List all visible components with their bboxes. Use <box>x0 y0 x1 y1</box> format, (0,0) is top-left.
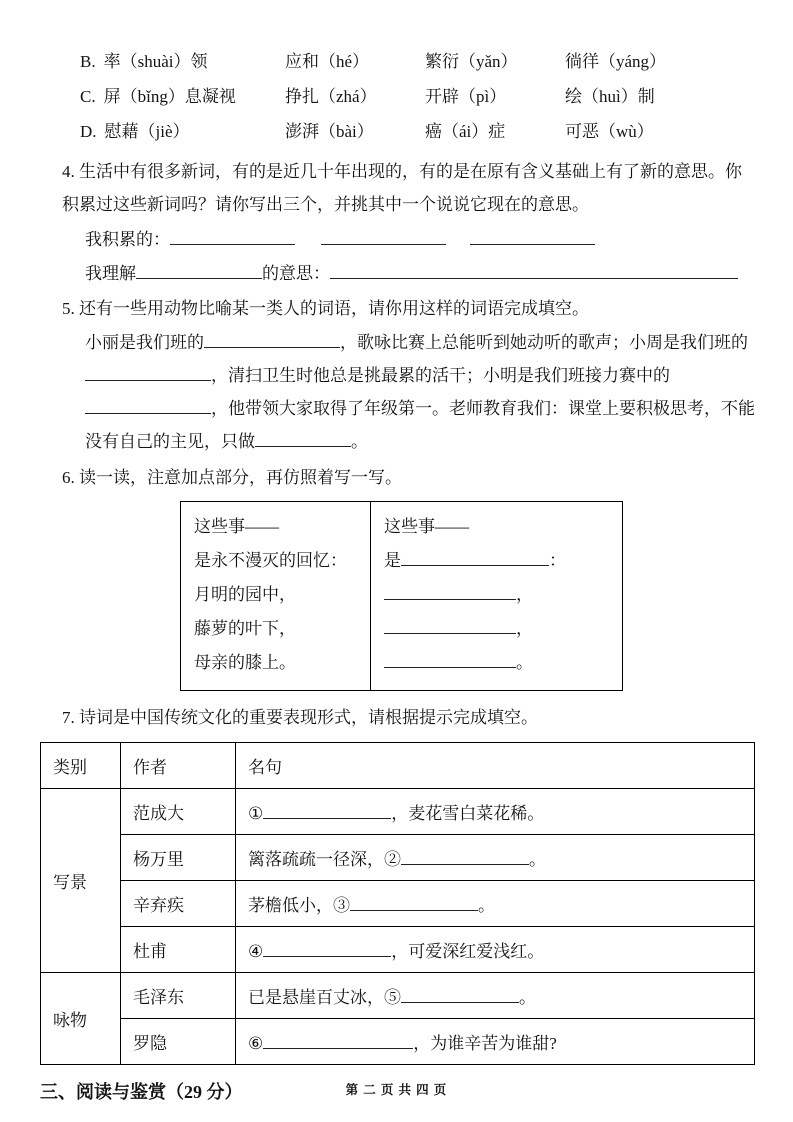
category-cell-scenery: 写景 <box>41 789 121 973</box>
text-run: ，他带领大家取得了年级第一。老师教育我们：课堂上要积极思考，不能没有自己的主见，只做 <box>85 399 755 451</box>
answer-blank <box>204 331 340 348</box>
option-label: C. <box>80 87 96 106</box>
example-line: 这些事—— <box>194 517 279 536</box>
answer-blank <box>401 549 549 566</box>
text-run: ⑥ <box>248 1034 264 1053</box>
answer-line <box>384 612 609 646</box>
answer-blank <box>330 262 738 279</box>
verse-cell <box>236 789 755 835</box>
col-header-verse: 名句 <box>236 743 755 789</box>
text-run: 。 <box>519 988 536 1007</box>
author-cell: 毛泽东 <box>121 973 236 1019</box>
answer-blank <box>263 802 391 819</box>
poetry-row <box>41 1019 755 1065</box>
question-5 <box>40 292 755 458</box>
verse-cell <box>236 1019 755 1065</box>
answer-line <box>384 510 609 544</box>
text-run: 。 <box>529 850 546 869</box>
pinyin-word: 应和（hé） <box>285 52 370 71</box>
q4-meaning-line <box>85 258 755 289</box>
option-cell <box>80 44 285 79</box>
answer-blank <box>263 940 391 957</box>
text-run: ， <box>516 619 533 638</box>
answer-blank <box>384 651 516 668</box>
author-cell: 范成大 <box>121 789 236 835</box>
text-run: 我理解 <box>85 264 136 283</box>
answer-blank <box>85 364 211 381</box>
answer-blank <box>384 583 516 600</box>
q5-fill-in-paragraph <box>85 326 755 458</box>
example-line: 母亲的膝上。 <box>194 653 296 672</box>
example-column <box>181 502 371 691</box>
text-run: ，麦花雪白菜花稀。 <box>391 804 545 823</box>
option-label: B. <box>80 52 96 71</box>
answer-line <box>384 646 609 680</box>
answer-blank <box>470 228 595 245</box>
text-run: 已是悬崖百丈冰，⑤ <box>248 988 401 1007</box>
pinyin-word: 挣扎（zhá） <box>285 87 377 106</box>
pinyin-word: 可恶（wù） <box>565 122 654 141</box>
text-run: ① <box>248 804 264 823</box>
question-7 <box>40 701 755 1065</box>
text-run: ，歌咏比赛上总能听到她动听的歌声；小周是我们班的 <box>340 333 748 352</box>
answer-blank <box>136 262 262 279</box>
verse-cell <box>236 973 755 1019</box>
question-4-prompt: 4. 生活中有很多新词，有的是近几十年出现的，有的是在原有含义基础上有了新的意思。你积累过这些新词吗？请你写出三个，并挑其中一个说说它现在的意思。 <box>62 162 742 214</box>
question-6 <box>40 461 755 691</box>
category-cell-objects: 咏物 <box>41 973 121 1065</box>
text-run: 。 <box>351 432 368 451</box>
poetry-header-row <box>41 743 755 789</box>
answer-column <box>371 502 623 691</box>
text-run: 。 <box>516 653 533 672</box>
poetry-row <box>41 789 755 835</box>
text-run: 这些事—— <box>384 517 469 536</box>
answer-blank <box>350 894 478 911</box>
question-6-prompt: 6. 读一读，注意加点部分，再仿照着写一写。 <box>62 468 402 487</box>
text-run: ，清扫卫生时他总是挑最累的活干；小明是我们班接力赛中的 <box>211 366 670 385</box>
answer-blank <box>85 397 211 414</box>
example-line: 是永不漫灭的回忆： <box>194 551 347 570</box>
verse-cell <box>236 927 755 973</box>
pinyin-word: 癌（ái）症 <box>425 122 506 141</box>
pinyin-word: 率（shuài）领 <box>103 52 208 71</box>
question-5-prompt: 5. 还有一些用动物比喻某一类人的词语，请你用这样的词语完成填空。 <box>62 299 589 318</box>
poetry-table <box>40 742 755 1065</box>
text-run: ④ <box>248 942 264 961</box>
text-run: ，为谁辛苦为谁甜? <box>413 1034 557 1053</box>
text-run: 是 <box>384 551 401 570</box>
option-row-d <box>80 114 755 149</box>
imitation-row <box>181 502 623 691</box>
imitation-table <box>180 501 623 691</box>
answer-blank <box>263 1032 413 1049</box>
pinyin-word: 绘（huì）制 <box>565 87 655 106</box>
text-run: 篱落疏疏一径深，② <box>248 850 401 869</box>
answer-blank <box>384 617 516 634</box>
text-run: ， <box>516 585 533 604</box>
page-number-footer: 第 二 页 共 四 页 <box>345 1083 448 1097</box>
text-run: ： <box>549 551 566 570</box>
author-cell: 杨万里 <box>121 835 236 881</box>
text-run: 的意思： <box>262 264 330 283</box>
section-3-title: 三、阅读与鉴赏（29 分） <box>40 1082 243 1102</box>
poetry-row <box>41 835 755 881</box>
question-7-prompt: 7. 诗词是中国传统文化的重要表现形式，请根据提示完成填空。 <box>62 708 538 727</box>
text-run: 我积累的： <box>85 230 170 249</box>
option-row-b <box>80 44 755 79</box>
text-run: ，可爱深红爱浅红。 <box>391 942 545 961</box>
answer-blank <box>401 986 519 1003</box>
pinyin-word: 慰藉（jiè） <box>104 122 190 141</box>
text-run: 。 <box>478 896 495 915</box>
author-cell: 辛弃疾 <box>121 881 236 927</box>
pinyin-word: 徜徉（yáng） <box>565 52 667 71</box>
col-header-category: 类别 <box>41 743 121 789</box>
example-line: 藤萝的叶下， <box>194 619 296 638</box>
pinyin-word: 繁衍（yǎn） <box>425 52 518 71</box>
col-header-author: 作者 <box>121 743 236 789</box>
pinyin-word: 澎湃（bài） <box>285 122 374 141</box>
pinyin-word: 屏（bǐng）息凝视 <box>103 87 236 106</box>
option-label: D. <box>80 122 97 141</box>
option-cell <box>80 114 285 149</box>
author-cell: 杜甫 <box>121 927 236 973</box>
question-4 <box>40 155 755 289</box>
verse-cell <box>236 881 755 927</box>
poetry-row <box>41 927 755 973</box>
text-run: 小丽是我们班的 <box>85 333 204 352</box>
answer-blank <box>401 848 529 865</box>
q4-accumulated-line <box>85 224 755 255</box>
example-line: 月明的园中， <box>194 585 296 604</box>
answer-blank <box>170 228 295 245</box>
option-row-c <box>80 79 755 114</box>
poetry-row <box>41 881 755 927</box>
author-cell: 罗隐 <box>121 1019 236 1065</box>
verse-cell <box>236 835 755 881</box>
answer-line <box>384 578 609 612</box>
poetry-row <box>41 973 755 1019</box>
pinyin-word: 开辟（pì） <box>425 87 507 106</box>
answer-line <box>384 544 609 578</box>
option-cell <box>80 79 285 114</box>
answer-blank <box>255 430 351 447</box>
text-run: 茅檐低小，③ <box>248 896 350 915</box>
answer-blank <box>321 228 446 245</box>
pinyin-options <box>80 44 755 149</box>
